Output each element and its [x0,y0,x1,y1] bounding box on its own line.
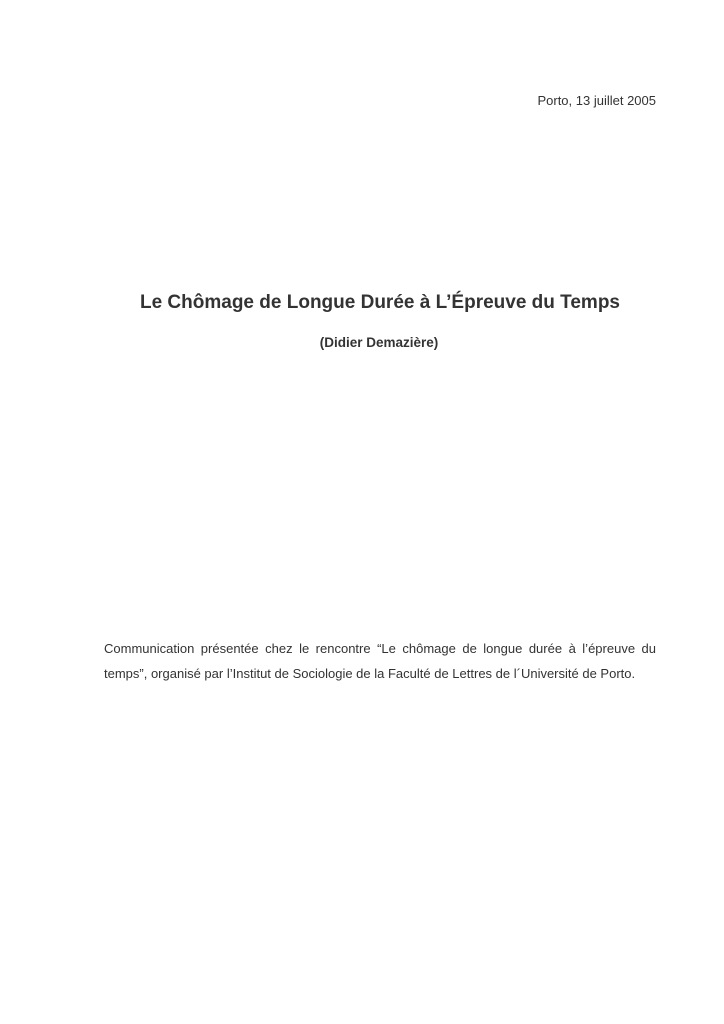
document-title: Le Chômage de Longue Durée à L’Épreuve du Temps [139,292,621,313]
author-name: (Didier Demazière) [319,335,439,350]
communication-note: Communication présentée chez le rencontre “Le chômage de longue durée à l’épreuve du temps”, organisé par l’Institut de Sociologie de la Faculté de Lettres de l´Université de Porto. [104,641,656,681]
place-date: Porto, 13 juillet 2005 [537,93,656,108]
